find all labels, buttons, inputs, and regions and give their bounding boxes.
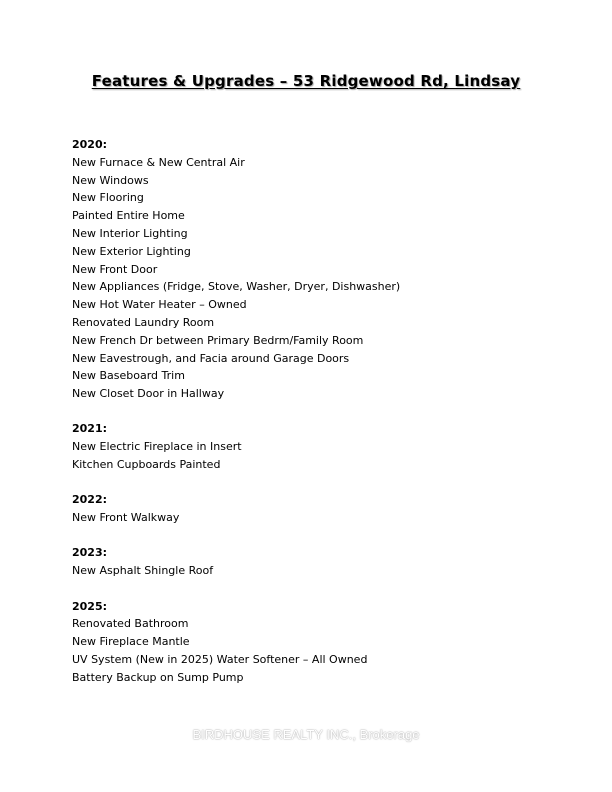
list-item: New Windows (72, 173, 149, 187)
year-heading: 2023: (72, 546, 108, 560)
list-item: New Baseboard Trim (72, 369, 185, 383)
list-item: New Flooring (72, 191, 144, 205)
list-item: New Interior Lighting (72, 226, 188, 240)
year-heading: 2020: (72, 138, 108, 151)
list-item: New Fireplace Mantle (72, 635, 190, 649)
year-section-2025 (72, 598, 552, 687)
year-section-2020 (72, 136, 552, 403)
list-item: New Exterior Lighting (72, 244, 191, 258)
list-item: New Hot Water Heater – Owned (72, 298, 247, 312)
list-item: New Appliances (Fridge, Stove, Washer, Dryer, Dishwasher) (72, 280, 401, 294)
brokerage-watermark: BIRDHOUSE REALTY INC., Brokerage (192, 727, 420, 742)
list-item: Renovated Bathroom (72, 617, 189, 631)
list-item: Battery Backup on Sump Pump (72, 670, 244, 684)
features-list (72, 136, 552, 704)
document-title: Features & Upgrades – 53 Ridgewood Rd, Lindsay (91, 72, 521, 90)
list-item: New Front Walkway (72, 511, 180, 525)
year-heading: 2022: (72, 493, 108, 507)
list-item: UV System (New in 2025) Water Softener – All Owned (72, 652, 368, 666)
year-section-2023 (72, 544, 552, 580)
list-item: New Front Door (72, 262, 158, 276)
list-item: Kitchen Cupboards Painted (72, 458, 221, 472)
year-heading: 2025: (72, 599, 108, 613)
list-item: New Asphalt Shingle Roof (72, 564, 214, 578)
list-item: Renovated Laundry Room (72, 315, 215, 329)
year-heading: 2021: (72, 422, 108, 436)
list-item: New Furnace & New Central Air (72, 155, 245, 169)
list-item: New French Dr between Primary Bedrm/Family Room (72, 333, 364, 347)
list-item: New Eavestrough, and Facia around Garage Doors (72, 351, 350, 365)
list-item: New Electric Fireplace in Insert (72, 440, 242, 454)
list-item: New Closet Door in Hallway (72, 387, 225, 401)
year-section-2021 (72, 420, 552, 473)
list-item: Painted Entire Home (72, 209, 185, 223)
year-section-2022 (72, 491, 552, 527)
